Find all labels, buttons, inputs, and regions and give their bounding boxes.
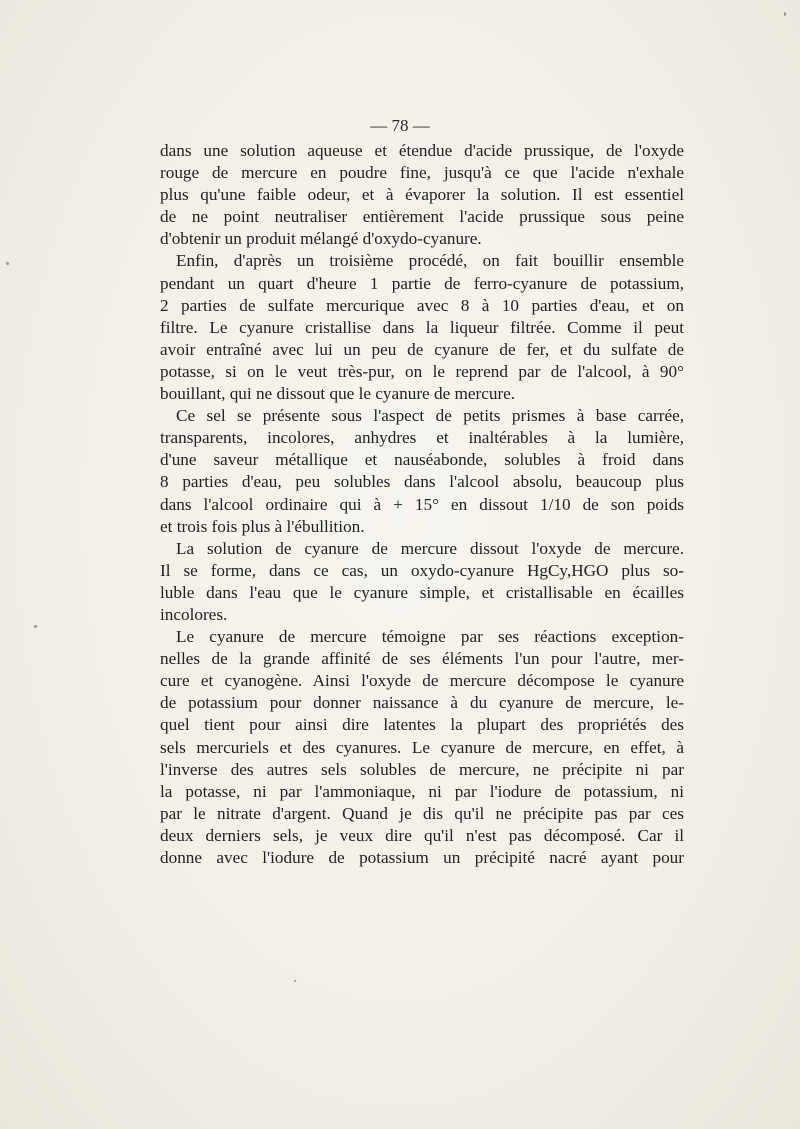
text-line: Enfin, d'après un troisième procédé, on fait bouillir ensemble (176, 251, 684, 271)
text-line: nelles de la grande affinité de ses éléments l'un pour l'autre, mer- (160, 649, 684, 669)
text-line: incolores. (160, 604, 228, 624)
text-line: filtre. Le cyanure cristallise dans la liqueur filtrée. Comme il peut (160, 317, 684, 337)
text-line: potasse, si on le veut très-pur, on le reprend par de l'alcool, à 90° (160, 361, 684, 381)
text-line: Il se forme, dans ce cas, un oxydo-cyanure HgCy,HGO plus so- (160, 560, 684, 580)
text-line: quel tient pour ainsi dire latentes la plupart des propriétés des (160, 715, 684, 735)
text-line: donne avec l'iodure de potassium un précipité nacré ayant pour (160, 848, 684, 867)
text-line: cure et cyanogène. Ainsi l'oxyde de mercure décompose le cyanure (160, 671, 684, 691)
text-line: 2 parties de sulfate mercurique avec 8 à 10 parties d'eau, et on (160, 295, 684, 315)
text-line: par le nitrate d'argent. Quand je dis qu'il ne précipite pas par ces (160, 803, 684, 823)
page-number: — 78 — (370, 116, 430, 135)
text-line: d'une saveur métallique et nauséabonde, solubles à froid dans (160, 450, 684, 470)
text-line: Le cyanure de mercure témoigne par ses réactions exception- (176, 627, 684, 647)
text-line: deux derniers sels, je veux dire qu'il n'est pas décomposé. Car il (160, 825, 684, 845)
body-text (160, 140, 684, 869)
text-line: d'obtenir un produit mélangé d'oxydo-cyanure. (160, 229, 482, 249)
scan-speck (784, 12, 786, 16)
text-line: sels mercuriels et des cyanures. Le cyanure de mercure, en effet, à (160, 737, 684, 757)
text-line: dans l'alcool ordinaire qui à + 15° en dissout 1/10 de son poids (160, 494, 684, 514)
text-line: La solution de cyanure de mercure dissout l'oxyde de mercure. (176, 538, 684, 558)
text-line: bouillant, qui ne dissout que le cyanure de mercure. (160, 384, 516, 404)
text-line: 8 parties d'eau, peu solubles dans l'alcool absolu, beaucoup plus (160, 472, 684, 492)
text-line: avoir entraîné avec lui un peu de cyanure de fer, et du sulfate de (160, 339, 684, 359)
text-line: et trois fois plus à l'ébullition. (160, 516, 365, 536)
text-line: l'inverse des autres sels solubles de mercure, ne précipite ni par (160, 759, 684, 779)
text-line: dans une solution aqueuse et étendue d'acide prussique, de l'oxyde (160, 141, 684, 160)
text-line: pendant un quart d'heure 1 partie de ferro-cyanure de potassium, (160, 273, 684, 293)
scan-speck (6, 262, 9, 265)
text-line: la potasse, ni par l'ammoniaque, ni par l'iodure de potassium, ni (160, 781, 684, 801)
scan-speck (34, 625, 37, 628)
text-line: luble dans l'eau que le cyanure simple, et cristallisable en écailles (160, 582, 684, 602)
text-line: de ne point neutraliser entièrement l'acide prussique sous peine (160, 207, 684, 227)
text-line: Ce sel se présente sous l'aspect de petits prismes à base carrée, (176, 406, 684, 426)
text-line: plus qu'une faible odeur, et à évaporer la solution. Il est essentiel (160, 185, 684, 205)
text-line: de potassium pour donner naissance à du cyanure de mercure, le- (160, 693, 684, 713)
text-line: rouge de mercure en poudre fine, jusqu'à ce que l'acide n'exhale (160, 163, 684, 183)
scan-speck (294, 980, 296, 982)
text-line: transparents, incolores, anhydres et inaltérables à la lumière, (160, 428, 684, 448)
